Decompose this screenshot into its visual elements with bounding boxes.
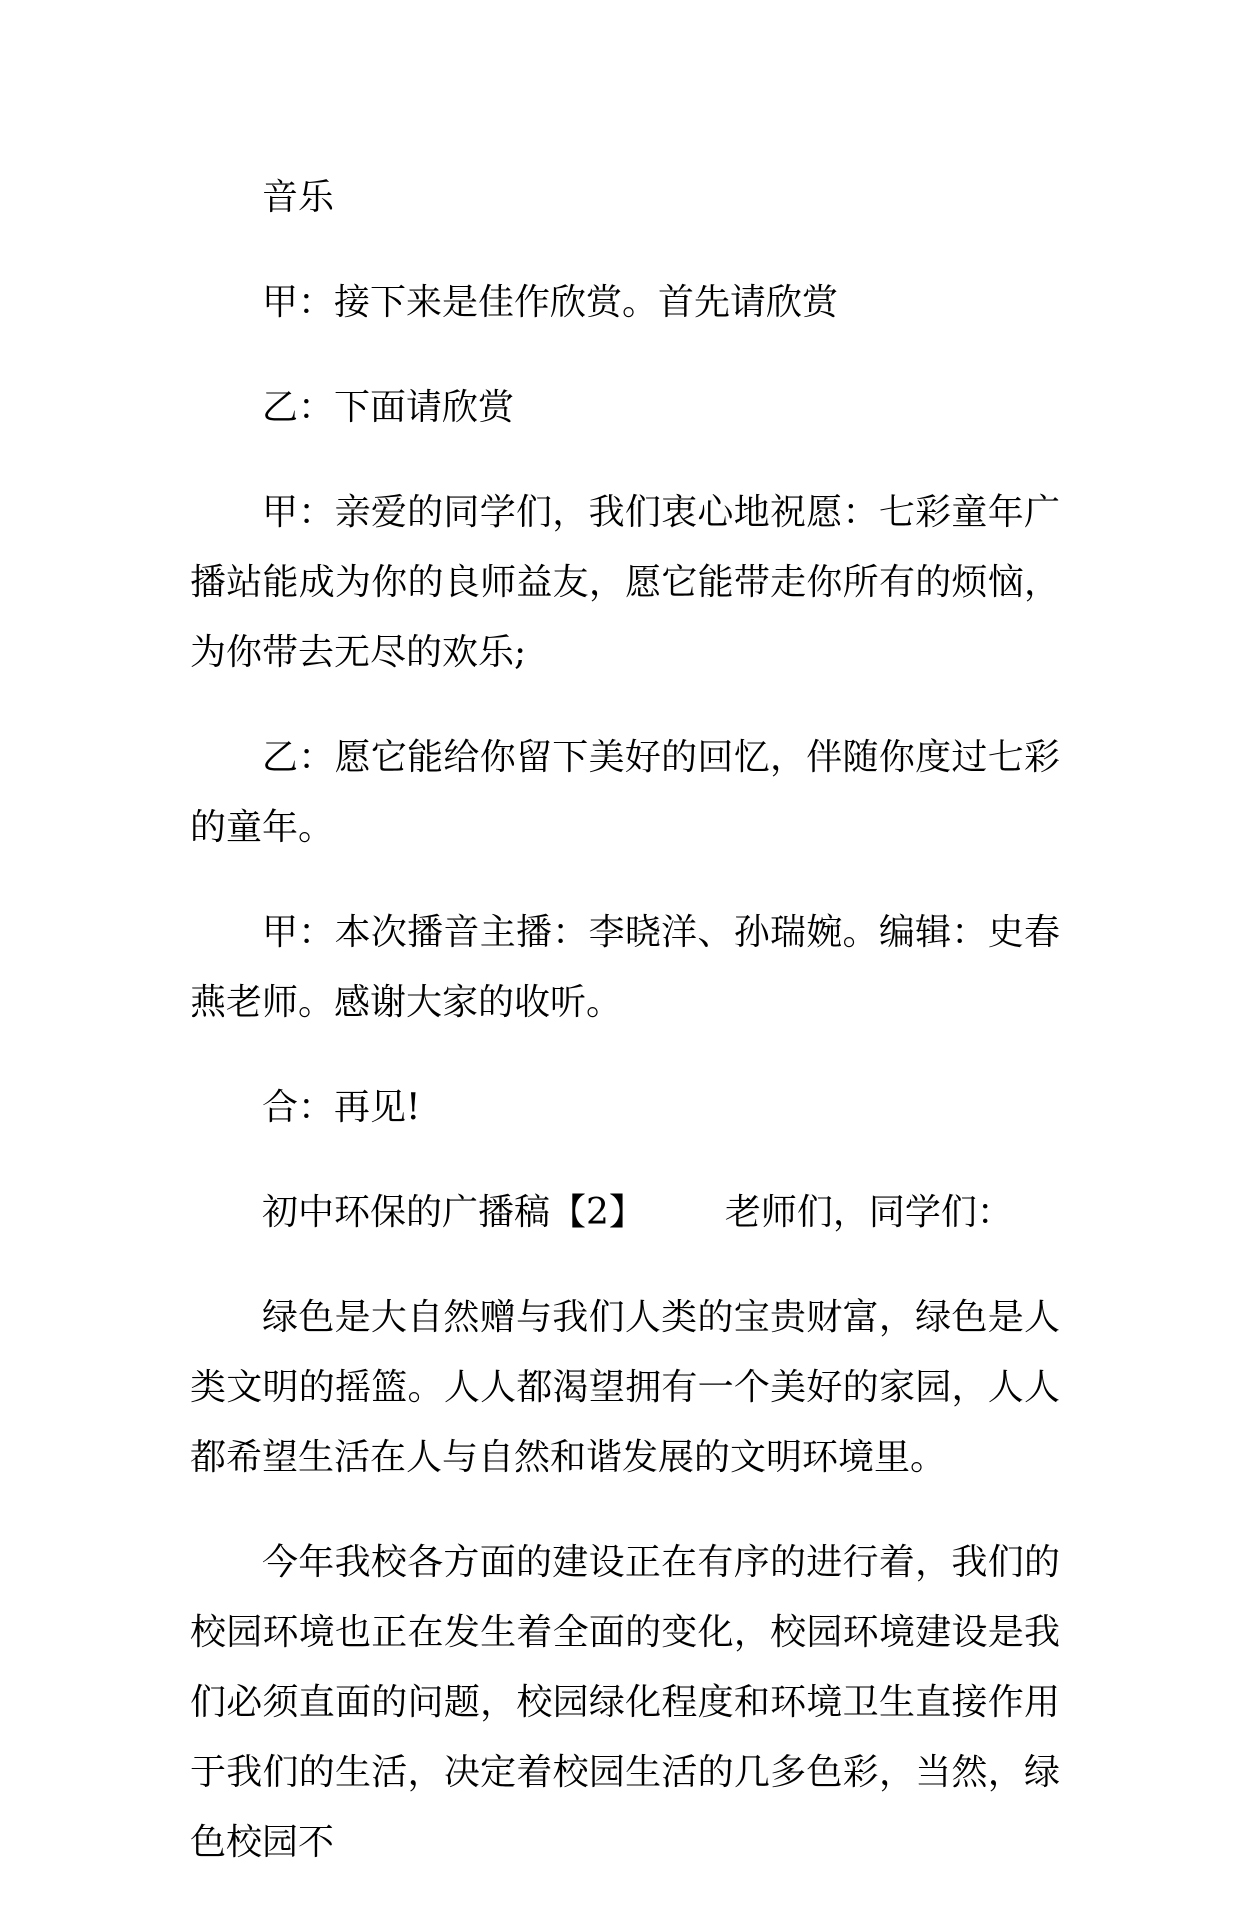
paragraph-music: 音乐 [262, 177, 335, 218]
paragraph-he: 合：再见! [262, 1087, 421, 1128]
paragraph-campus: 今年我校各方面的建设正在有序的进行着，我们的校园环境也正在发生着全面的变化，校园环境建设是我们必须直面的问题，校园绿化程度和环境卫生直接作用于我们的生活，决定着校园生活的几多色彩，当然，绿色校园不 [190, 1542, 1060, 1863]
document-body [190, 163, 1060, 1913]
greeting: 老师们，同学们： [724, 1192, 1013, 1233]
paragraph-yi-2: 乙：愿它能给你留下美好的回忆，伴随你度过七彩的童年。 [190, 737, 1060, 848]
paragraph-yi-1: 乙：下面请欣赏 [262, 387, 515, 428]
section-title: 初中环保的广播稿【2】 [262, 1192, 645, 1233]
section-heading-line [190, 1178, 1060, 1248]
paragraph-jia-3: 甲：本次播音主播：李晓洋、孙瑞婉。编辑：史春燕老师。感谢大家的收听。 [190, 912, 1060, 1023]
paragraph-jia-2: 甲：亲爱的同学们，我们衷心地祝愿：七彩童年广播站能成为你的良师益友，愿它能带走你所有的烦恼，为你带去无尽的欢乐; [190, 492, 1060, 673]
paragraph-jia-1: 甲：接下来是佳作欣赏。首先请欣赏 [262, 282, 839, 323]
paragraph-green: 绿色是大自然赠与我们人类的宝贵财富，绿色是人类文明的摇篮。人人都渴望拥有一个美好的家园，人人都希望生活在人与自然和谐发展的文明环境里。 [190, 1297, 1060, 1478]
